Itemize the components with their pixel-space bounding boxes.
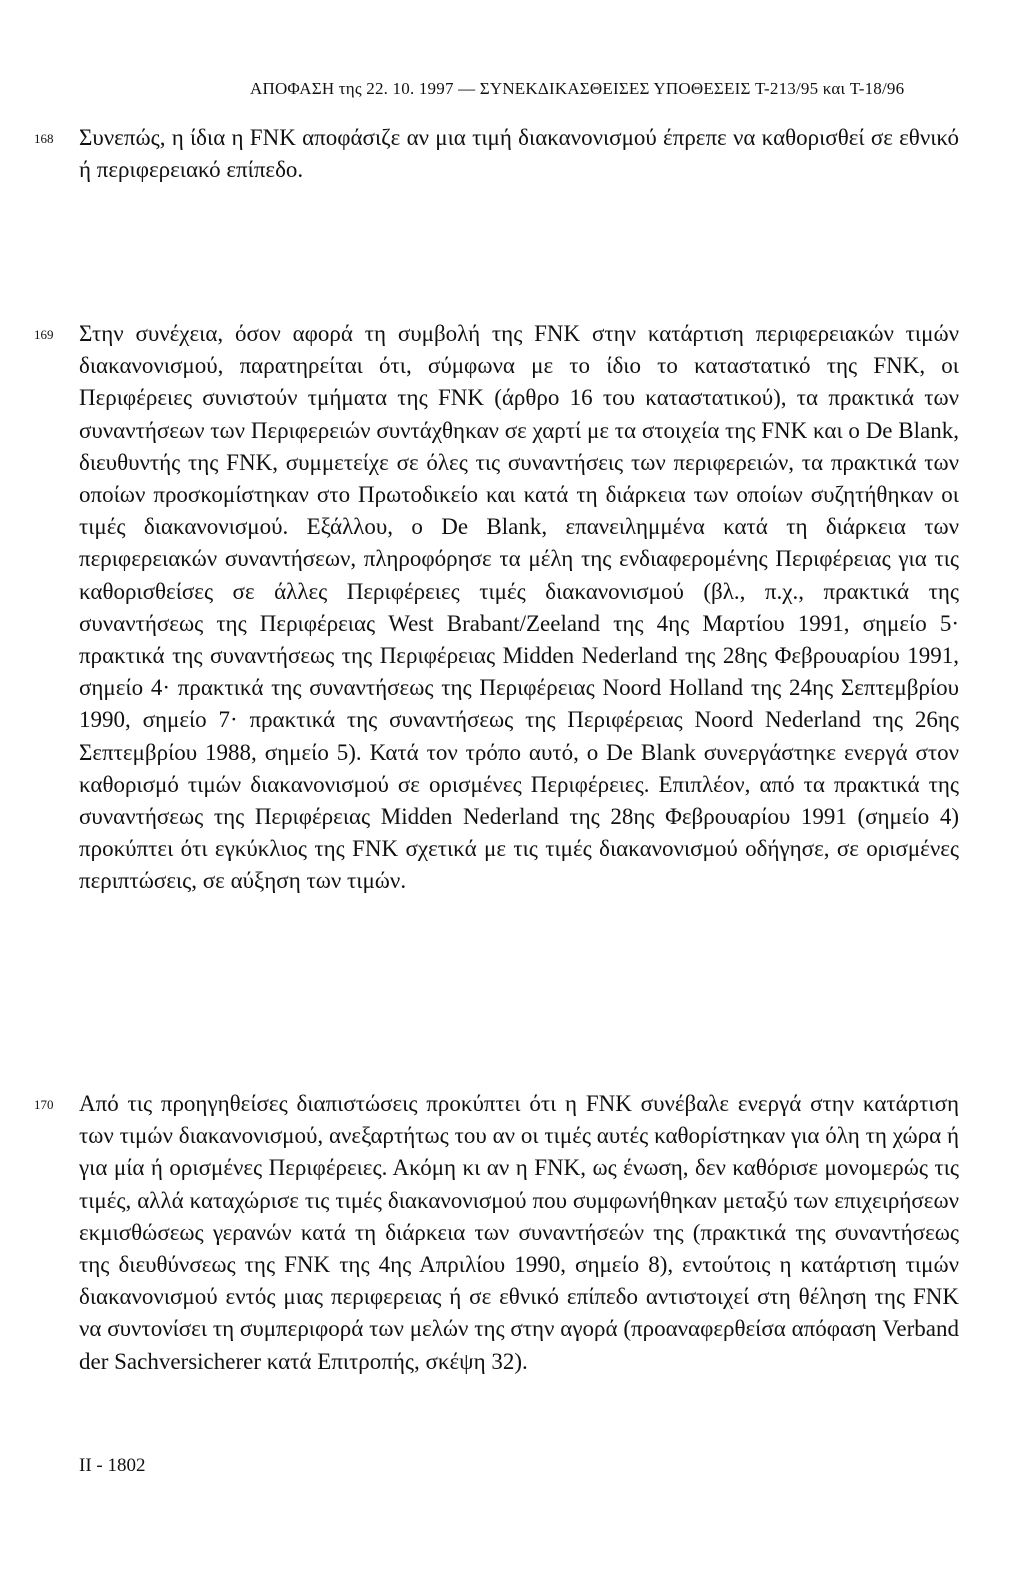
paragraph-number-168: 168 [34,131,54,146]
paragraph-number-170: 170 [34,1097,54,1112]
paragraph-170: Από τις προηγηθείσες διαπιστώσεις προκύπτει ότι η FNK συνέβαλε ενεργά στην κατάρτιση των τιμών διακανονισμού, ανεξαρτήτως του αν οι τιμές αυτές καθορίστηκαν για όλη τη χώρα ή για μία ή ορισμένες Περιφέρειες. Ακόμη κι αν η FNK, ως ένωση, δεν καθόρισε μονομερώς τις τιμές, αλλά καταχώρισε τις τιμές διακανονισμού που συμφωνήθηκαν μεταξύ των επιχειρήσεων εκμισθώσεως γερανών κατά τη διάρκεια των συναντήσεών της (πρακτικά της συναντήσεως της διευθύνσεως της FNK της 4ης Απριλίου 1990, σημείο 8), εντούτοις η κατάρτιση τιμών διακανονισμού εντός μιας περιφερειας ή σε εθνικό επίπεδο αντιστοιχεί στη θέληση της FNK να συντονίσει τη συμπεριφορά των μελών της στην αγορά (προαναφερθείσα απόφαση Verband der Sachversicherer κατά Επιτροπής, σκέψη 32). [79,1091,959,1374]
paragraph-number-169: 169 [34,327,54,342]
paragraph-168: Συνεπώς, η ίδια η FNK αποφάσιζε αν μια τιμή διακανονισμού έπρεπε να καθορισθεί σε εθνικό ή περιφερειακό επίπεδο. [79,125,959,183]
paragraph-169: Στην συνέχεια, όσον αφορά τη συμβολή της FNK στην κατάρτιση περιφερειακών τιμών διακανονισμού, παρατηρείται ότι, σύμφωνα με το ίδιο το καταστατικό της FNK, οι Περιφέρειες συνιστούν τμήματα της FNK (άρθρο 16 του καταστατικού), τα πρακτικά των συναντήσεων των Περιφερειών συντάχθηκαν σε χαρτί με τα στοιχεία της FNK και ο De Blank, διευθυντής της FNK, συμμετείχε σε όλες τις συναντήσεις των περιφερειών, τα πρακτικά των οποίων προσκομίστηκαν στο Πρωτοδικείο και κατά τη διάρκεια των οποίων συζητήθηκαν οι τιμές διακανονισμού. Εξάλλου, ο De Blank, επανειλημμένα κατά τη διάρκεια των περιφερειακών συναντήσεων, πληροφόρησε τα μέλη της ενδιαφερομένης Περιφέρειας για τις καθορισθείσες σε άλλες Περιφέρειες τιμές διακανονισμού (βλ., π.χ., πρακτικά της συναντήσεως της Περιφέρειας West Brabant/Zeeland της 4ης Μαρτίου 1991, σημείο 5· πρακτικά της συναντήσεως της Περιφέρειας Midden Nederland της 28ης Φεβρουαρίου 1991, σημείο 4· πρακτικά της συναντήσεως της Περιφέρειας Noord Holland της 24ης Σεπτεμβρίου 1990, σημείο 7· πρακτικά της συναντήσεως της Περιφέρειας Noord Nederland της 26ης Σεπτεμβρίου 1988, σημείο 5). Κατά τον τρόπο αυτό, ο De Blank συνεργάστηκε ενεργά στον καθορισμό τιμών διακανονισμού σε ορισμένες Περιφέρειες. Επιπλέον, από τα πρακτικά της συναντήσεως της Περιφέρειας Midden Nederland της 28ης Φεβρουαρίου 1991 (σημείο 4) προκύπτει ότι εγκύκλιος της FNK σχετικά με τις τιμές διακανονισμού οδήγησε, σε ορισμένες περιπτώσεις, σε αύξηση των τιμών. [79,321,959,894]
page-header: ΑΠΟΦΑΣΗ της 22. 10. 1997 — ΣΥΝΕΚΔΙΚΑΣΘΕΙΣΕΣ ΥΠΟΘΕΣΕΙΣ T-213/95 και T-18/96 [250,79,905,98]
page-number: II - 1802 [79,1455,146,1476]
